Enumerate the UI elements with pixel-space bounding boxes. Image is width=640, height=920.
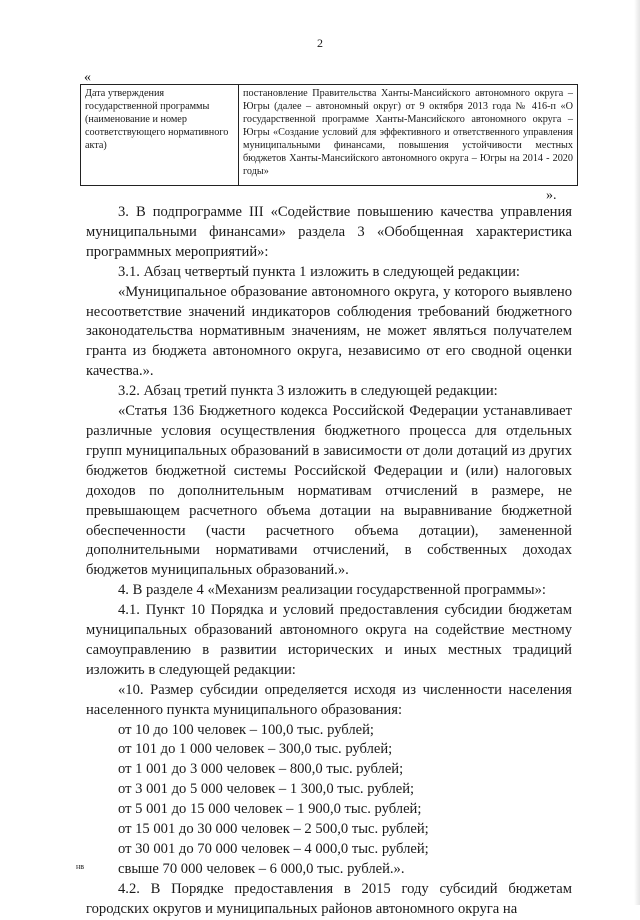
paragraph-4: 4. В разделе 4 «Механизм реализации государственной программы»: xyxy=(118,582,546,599)
paragraph-4-1: 4.1. Пункт 10 Порядка и условий предоставления субсидии бюджетам муниципальных образований автономного округа на содействие местному самоуправлению в развитии исторических и иных местных традиций изложить в следующей редакции: xyxy=(86,602,572,678)
paragraph-3-2: 3.2. Абзац третий пункта 3 изложить в следующей редакции: xyxy=(118,383,498,400)
paragraph-4-2: 4.2. В Порядке предоставления в 2015 году субсидий бюджетам городских округов и муниципальных районов автономного округа на xyxy=(86,880,572,917)
page-edge-shadow xyxy=(634,0,640,905)
table-value-cell: постановление Правительства Ханты-Мансийского автономного округа – Югры (далее – автономный округ) от 9 октября 2013 года № 416-п «О государственной программе Ханты-Мансийского автономного округа – Югры «Создание условий для эффективного и ответственного управления муниципальными финансами, повышения устойчивости местных бюджетов Ханты-Мансийского автономного округа – Югры на 2014 - 2020 годы» xyxy=(243,88,573,177)
footer-mark: нв xyxy=(76,862,85,871)
list-item: от 3 001 до 5 000 человек – 1 300,0 тыс. рублей; xyxy=(118,781,415,798)
list-item: от 15 001 до 30 000 человек – 2 500,0 тыс. рублей; xyxy=(118,821,429,838)
table-label-cell: Дата утверждения государственной программы (наименование и номер соответствующего нормативного акта) xyxy=(81,85,239,185)
program-table xyxy=(80,84,578,186)
paragraph-3-2-text: «Статья 136 Бюджетного кодекса Российской Федерации устанавливает различные условия осуществления бюджетного процесса для отдельных групп муниципальных образований в зависимости от доли дотаций из других бюджетов бюджетной системы Российской Федерации и (или) налоговых доходов по дополнительным нормативам отчислений в размере, не превышающем расчетного объема дотации на выравнивание бюджетной обеспеченности (части расчетного объема дотации), замененной дополнительными нормативами отчислений, в собственных доходах бюджетов муниципальных образований.». xyxy=(86,403,572,579)
paragraph-3-1-text: «Муниципальное образование автономного округа, у которого выявлено несоответствие значений индикаторов соблюдения требований бюджетного законодательства нормативным значениям, не может являться получателем гранта из бюджета автономного округа, независимо от его сводной оценки качества.». xyxy=(86,283,572,380)
page-number: 2 xyxy=(317,36,323,50)
paragraph-3: 3. В подпрограмме III «Содействие повышению качества управления муниципальными финансами» раздела 3 «Обобщенная характеристика программных мероприятий»: xyxy=(86,204,572,260)
paragraph-10-text: «10. Размер субсидии определяется исходя из численности населения населенного пункта муниципального образования: xyxy=(86,681,572,718)
list-item: свыше 70 000 человек – 6 000,0 тыс. рублей.». xyxy=(118,860,405,877)
closing-quote: ». xyxy=(546,188,557,203)
list-item: от 5 001 до 15 000 человек – 1 900,0 тыс. рублей; xyxy=(118,801,422,818)
opening-quote: « xyxy=(84,70,91,85)
list-item: от 30 001 до 70 000 человек – 4 000,0 тыс. рублей; xyxy=(118,841,429,857)
list-item: от 101 до 1 000 человек – 300,0 тыс. рублей; xyxy=(118,741,393,758)
list-item: от 10 до 100 человек – 100,0 тыс. рублей; xyxy=(118,721,374,738)
paragraph-3-1: 3.1. Абзац четвертый пункта 1 изложить в следующей редакции: xyxy=(118,263,520,280)
list-item: от 1 001 до 3 000 человек – 800,0 тыс. рублей; xyxy=(118,761,404,778)
document-body xyxy=(86,203,572,920)
